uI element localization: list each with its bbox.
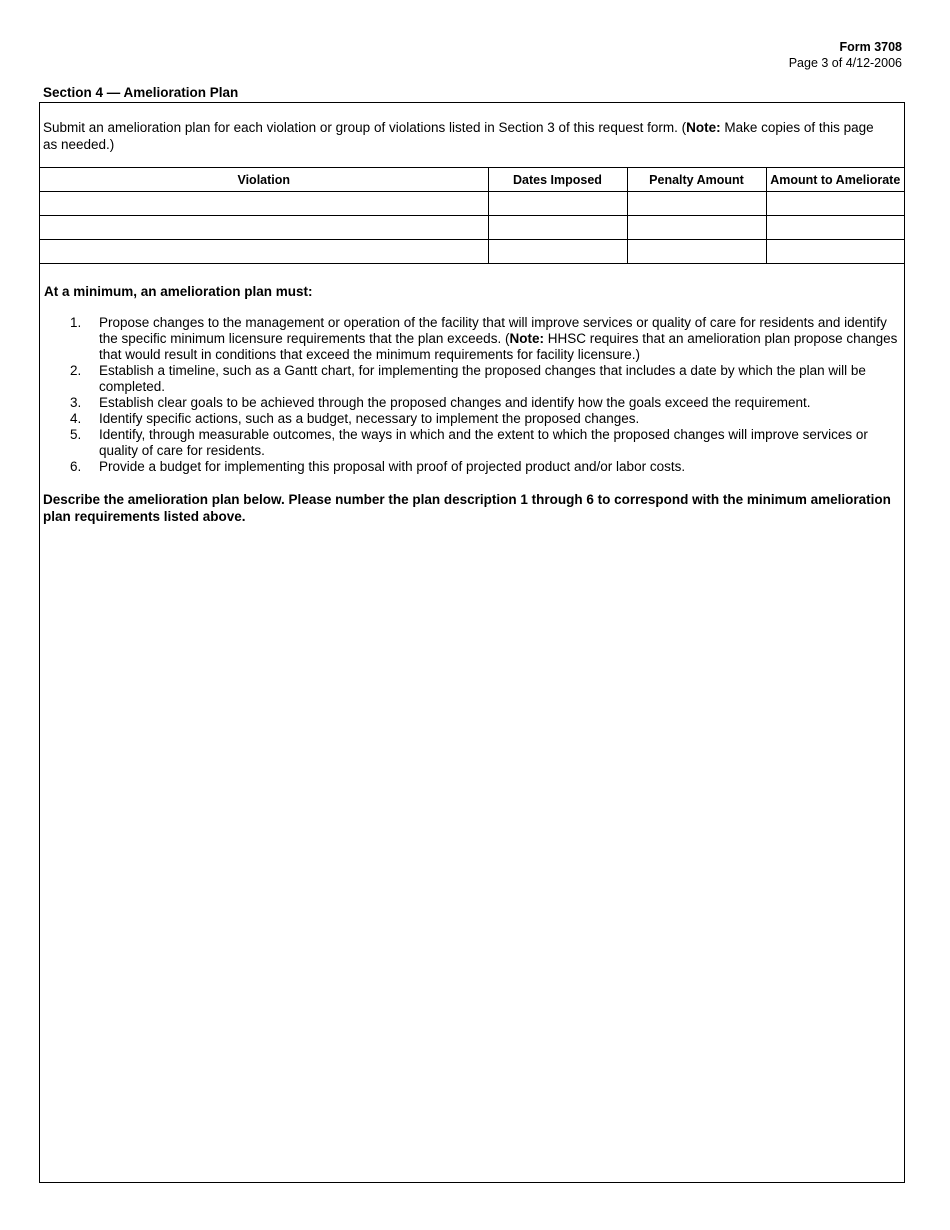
penalty-amount-cell[interactable]	[627, 240, 766, 264]
amount-to-ameliorate-cell[interactable]	[766, 216, 904, 240]
list-item-text: Establish a timeline, such as a Gantt chart, for implementing the proposed changes that includes a date by which the plan will be completed.	[99, 363, 866, 394]
list-item-number: 6.	[70, 459, 82, 474]
list-item-number: 5.	[70, 427, 82, 442]
list-item	[40, 363, 904, 395]
list-item-number: 3.	[70, 395, 82, 410]
list-item-text: Propose changes to the management or operation of the facility that will improve services or quality of care for residents and identify the specific minimum licensure requirements that the plan exceeds. (	[99, 315, 887, 346]
list-item-text: Provide a budget for implementing this proposal with proof of projected product and/or labor costs.	[99, 459, 686, 474]
requirements-heading: At a minimum, an amelioration plan must:	[44, 284, 313, 299]
list-item-number: 4.	[70, 411, 82, 426]
intro-paragraph	[43, 119, 883, 153]
list-item-text: Identify, through measurable outcomes, the ways in which and the extent to which the proposed changes will improve services or quality of care for residents.	[99, 427, 868, 458]
violation-cell[interactable]	[40, 216, 488, 240]
list-item-note-text: HHSC requires that an amelioration plan propose changes that would result in conditions that exceed the minimum requirements for facility licensure.)	[99, 331, 898, 362]
dates-imposed-cell[interactable]	[488, 240, 627, 264]
penalty-amount-cell[interactable]	[627, 216, 766, 240]
amount-to-ameliorate-cell[interactable]	[766, 192, 904, 216]
intro-note-label: Note:	[686, 120, 721, 135]
list-item	[40, 427, 904, 459]
dates-imposed-cell[interactable]	[488, 192, 627, 216]
intro-text-before: Submit an amelioration plan for each violation or group of violations listed in Section 3 of this request form. (	[43, 120, 687, 135]
table-header-row	[40, 168, 904, 192]
table-row	[40, 216, 904, 240]
list-item-text: Establish clear goals to be achieved through the proposed changes and identify how the goals exceed the requirement.	[99, 395, 811, 410]
list-item-note-label: Note:	[509, 331, 544, 346]
list-item	[40, 315, 904, 363]
violation-cell[interactable]	[40, 192, 488, 216]
violations-table	[40, 167, 904, 264]
column-header-dates-imposed: Dates Imposed	[488, 168, 627, 192]
describe-instructions: Describe the amelioration plan below. Please number the plan description 1 through 6 to correspond with the minimum amelioration plan requirements listed above.	[43, 492, 891, 524]
amount-to-ameliorate-cell[interactable]	[766, 240, 904, 264]
list-item-number: 2.	[70, 363, 82, 378]
section-title: Section 4 — Amelioration Plan	[43, 85, 239, 100]
page-info: Page 3 of 4/12-2006	[788, 56, 902, 70]
list-item	[40, 411, 904, 427]
list-item	[40, 395, 904, 411]
list-item-text: Identify specific actions, such as a budget, necessary to implement the proposed changes.	[99, 411, 640, 426]
list-item	[40, 459, 904, 475]
penalty-amount-cell[interactable]	[627, 192, 766, 216]
intro-text-after: Make copies of this page as needed.)	[43, 120, 874, 152]
column-header-amount-to-ameliorate: Amount to Ameliorate	[766, 168, 904, 192]
requirements-list	[40, 315, 904, 475]
table-row	[40, 192, 904, 216]
column-header-penalty-amount: Penalty Amount	[627, 168, 766, 192]
violation-cell[interactable]	[40, 240, 488, 264]
amelioration-plan-frame	[39, 102, 905, 1183]
column-header-violation: Violation	[40, 168, 488, 192]
dates-imposed-cell[interactable]	[488, 216, 627, 240]
list-item-number: 1.	[70, 315, 82, 330]
form-number: Form 3708	[839, 40, 902, 54]
table-row	[40, 240, 904, 264]
form-header	[789, 39, 902, 71]
